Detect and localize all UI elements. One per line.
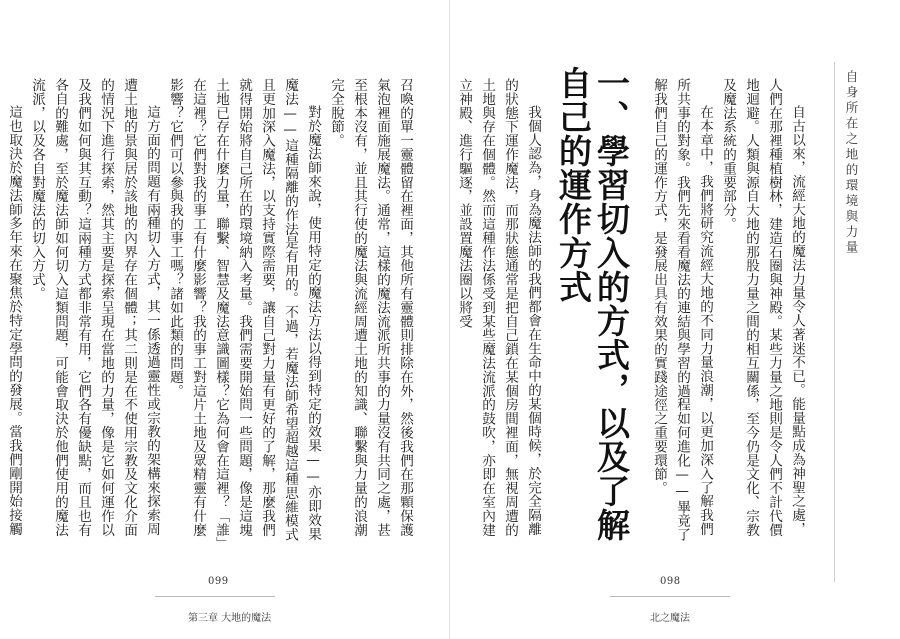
running-head: 自身所在之地的環境與力量 xyxy=(844,70,859,256)
right-page-number: 098 xyxy=(660,576,681,587)
left-paragraph-4: 這也取決於魔法師多年來在聚焦於特定學問的發展。當我們剛開始接觸 xyxy=(6,105,22,537)
left-paragraph-3: 這方面的問題有兩種切入方式，其一係透過靈性或宗教的架構來探索周遭土地的景與居於該地的內界存在個體；其二則是在不使用宗教及文化介面的情況下進行探索，然其主要是探索呈現在當地的力量，像是它如何運作以及我們如何與其互動？這兩種方式都非常有用，它們各有優缺點，而且也有各自的難處，至於魔法師如何切入這類問題，可能會取決於他們使用的魔法流派，以及各自對魔法的切入方式。 xyxy=(29,78,160,537)
left-footer-chapter: 第三章 大地的魔法 xyxy=(188,613,272,624)
right-footer-book-title: 北之魔法 xyxy=(650,613,690,624)
left-page-number: 099 xyxy=(208,576,229,587)
right-page xyxy=(450,0,900,639)
right-body-text xyxy=(456,78,544,546)
left-paragraph-1: 召喚的單一靈體留在裡面，其他所有靈體則排除在外，然後我們在那顆保護氣泡裡面施展魔法。通常，這樣的魔法流派所共事的力量沒有共同之處，甚至根本沒有，並且其行使的魔法與流經周遭土地的知識、聯繫與力量的浪潮完全脫節。 xyxy=(328,78,413,537)
right-footer-rule xyxy=(610,596,730,597)
left-paragraph-2: 對於魔法師來說，使用特定的魔法方法以得到特定的效果——亦即效果魔法——這種隔離的作法是有用的。不過，若魔法師希望超越這種思維模式且更加深入魔法，以支持實際需要，讓自己對力量有更好的了解，那麼我們就得開始將自己所在的環境納入考量。我們需要開始問一些問題，像是這塊土地已存在什麼力量，聯繫、智慧及魔法意識圖樣？它為何會在這裡？「誰」在這裡？它們對我的事工有什麼影響？我的事工對這片土地及眾精靈有什麼影響？它們可以參與我的事工嗎？諸如此類的問題。 xyxy=(167,78,321,544)
right-intro-text xyxy=(618,78,808,546)
running-head-rule xyxy=(834,62,835,582)
intro-paragraph-1: 自古以來，流經大地的魔法力量令人著迷不已。能量點成為神聖之處，人們在那裡種植樹林，建造石圈與神殿。某些力量之地則是令人們不計代價地迴避。人類與源自大地的那股力量之間的相互關係，至今仍是文化、宗教及魔法系統的重要部分。 xyxy=(720,78,805,537)
section-title: 一、學習切入的方式，以及了解自己的運作方式 xyxy=(554,66,631,542)
intro-paragraph-2: 在本章中，我們將研究流經大地的不同力量浪潮，以更加深入了解我們所共事的對象。我們先來看看魔法的連結與學習的過程如何進化——畢竟了解我們自己的運作方式，是發展出具有效果的實踐途徑之重要環節。 xyxy=(651,78,713,542)
left-page-body xyxy=(6,78,416,546)
body-paragraph-1: 我個人認為，身為魔法師的我們都會在生命中的某個時候，於完全隔離的狀態下運作魔法，而那狀態通常是把自己鎖在某個房間裡面，無視周遭的土地與存在個體。然而這種作法係受到某些魔法流派的鼓吹，亦即在室內建立神殿、進行驅逐，並設置魔法圈以將受 xyxy=(456,78,541,537)
left-footer-rule xyxy=(155,596,275,597)
